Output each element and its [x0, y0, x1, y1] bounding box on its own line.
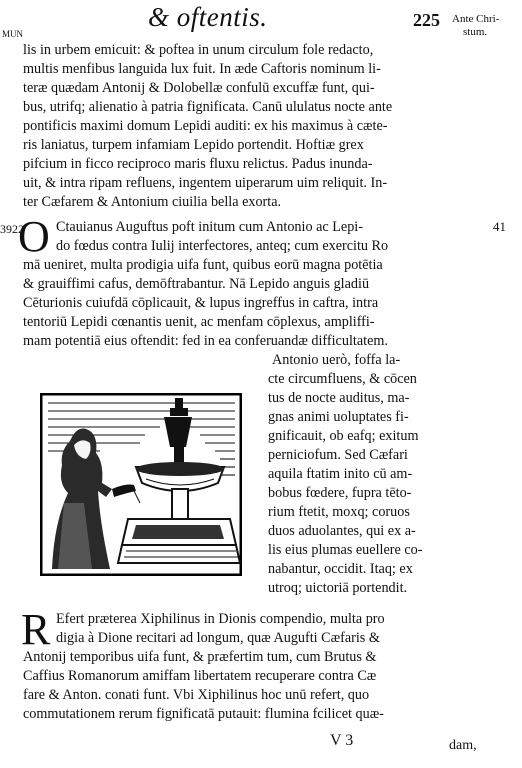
text-line: utroq; uictoriā portendit. — [268, 580, 408, 596]
text-line: uit, & intra ripam refluens, ingentem uiperarum uim reliquit. In- — [23, 175, 388, 191]
marginal-year-left: 3922 — [0, 222, 24, 236]
marginal-year-right: 41 — [493, 219, 506, 234]
text-line: pifcium in ficco reciproco maris fluxu relictus. Padus inunda- — [23, 156, 373, 172]
text-line: tentoriū Lepidi cœnantis uenit, ac menfam cōplexus, ampliffi- — [23, 314, 375, 330]
text-line: mā ueniret, multa prodigia uifa funt, quibus eorū magna potētia — [23, 257, 383, 273]
text-line: Efert præterea Xiphilinus in Dionis compendio, multa pro — [56, 611, 385, 627]
text-line: gnificauit, ob eafq; exitum — [268, 428, 419, 444]
running-title: & oftentis. — [148, 2, 268, 32]
text-line: lis eius plumas euellere co- — [268, 542, 423, 558]
text-line: nabantur, occidit. Itaq; ex — [268, 561, 413, 577]
text-line: lis in urbem emicuit: & poftea in unum circulum fole redacto, — [23, 42, 374, 58]
text-line: perniciofum. Sed Cæfari — [268, 447, 408, 463]
text-line: Caffius Romanorum amiffam libertatem recuperare contra Cæ — [23, 668, 377, 684]
text-line: rium ftetit, moxq; coruos — [268, 504, 410, 520]
text-line: duos aduolantes, qui ex a- — [268, 523, 416, 539]
text-line: Antonio uerò, foffa la- — [272, 352, 401, 368]
signature-mark: V 3 — [330, 732, 354, 749]
text-line: fare & Anton. conati funt. Vbi Xiphilinus hoc unū refert, quo — [23, 687, 370, 703]
text-line: bobus fœdere, fupra tēto- — [268, 485, 412, 501]
text-line: mam potentiā eius oftendit: fed in ea conferuandæ difficultatem. — [23, 333, 388, 349]
text-line: aquila ftatim inito cū am- — [268, 466, 413, 482]
dropcap-r: R — [21, 605, 51, 654]
text-line: bus, utrifq; alienatio à patria fignificata. Canū ululatus nocte ante — [23, 99, 393, 115]
page-number: 225 — [413, 10, 440, 30]
woodcut-fountain-figure — [40, 393, 242, 576]
text-line: pontificis maximi domum Lepidi auditi: ex his maximus à cæte- — [23, 118, 388, 134]
text-line: gnas animi uoluptates fi- — [268, 409, 409, 425]
text-line: ris laniatus, turpem infamiam Lepido portendit. Hoftiæ grex — [23, 137, 364, 153]
text-line: tus de nocte auditus, ma- — [268, 390, 410, 406]
text-line: Cēturionis cuiufdā cōplicauit, & lupus ingreffus in caftra, intra — [23, 295, 379, 311]
text-line: cte circumfluens, & cōcen — [268, 371, 417, 387]
corner-mark: MUN — [2, 29, 24, 39]
text-line: commutationem rerum fignificatā putauit: flumina fcilicet quæ- — [23, 706, 384, 722]
text-line: Antonij temporibus uifa funt, & præfertim tum, cum Brutus & — [23, 649, 377, 665]
text-line: teræ quædam Antonij & Dolobellæ confulū excuffæ funt, qui- — [23, 80, 375, 96]
text-line: multis menfibus languida lux fuit. In æde Caftoris nominum li- — [23, 61, 381, 77]
text-line: digia à Dione recitari ad longum, quæ Augufti Cæfaris & — [56, 630, 380, 646]
text-line: & grauiffimi cafus, demōftrabantur. Nā Lepido anguis gladiū — [23, 276, 370, 292]
catchword: dam, — [449, 738, 477, 753]
text-line: ter Cæfarem & Antonium ciuilia bella exorta. — [23, 194, 282, 210]
text-line: do fœdus contra Iulij interfectores, anteq; cum exercitu Ro — [56, 238, 389, 254]
margin-note-line2: stum. — [463, 26, 488, 38]
text-line: Ctauianus Auguftus poft initum cum Antonio ac Lepi- — [56, 219, 363, 235]
margin-note-line1: Ante Chri- — [452, 13, 500, 25]
woodcut-illustration — [40, 393, 242, 576]
dropcap-o: O — [18, 212, 50, 261]
